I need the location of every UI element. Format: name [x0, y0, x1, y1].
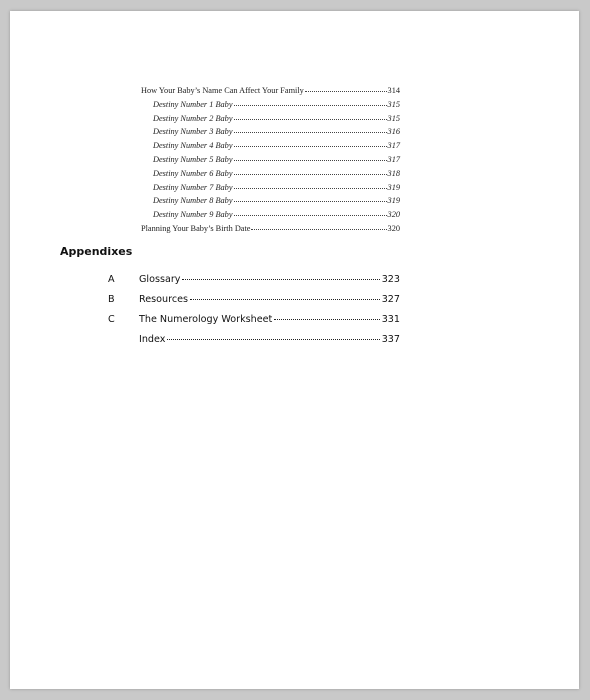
dot-leader — [274, 319, 379, 320]
toc-entry[interactable] — [141, 167, 400, 181]
dot-leader — [234, 105, 387, 106]
toc-entry-title: Destiny Number 6 Baby — [153, 168, 233, 178]
toc-entry-page: 315 — [387, 113, 400, 123]
toc-entry-title: Destiny Number 8 Baby — [153, 196, 233, 206]
appendix-entry[interactable] — [108, 290, 400, 310]
toc-entry[interactable] — [141, 181, 400, 195]
dot-leader — [234, 146, 387, 147]
appendix-letter: C — [108, 314, 115, 325]
appendix-entry[interactable] — [108, 310, 400, 330]
toc-entry-page: 318 — [387, 168, 400, 178]
appendix-page: 331 — [381, 314, 400, 325]
toc-entry-page: 317 — [387, 141, 400, 151]
toc-entry[interactable] — [141, 98, 400, 112]
toc-entry-page: 320 — [387, 210, 400, 220]
dot-leader — [251, 229, 386, 230]
toc-entry-page: 316 — [387, 127, 400, 137]
dot-leader — [190, 299, 380, 300]
appendix-page: 327 — [381, 294, 400, 305]
toc-entry-title: Destiny Number 9 Baby — [153, 210, 233, 220]
dot-leader — [234, 188, 387, 189]
appendix-title: Index — [139, 334, 166, 345]
toc-entry-title: Destiny Number 2 Baby — [153, 113, 233, 123]
toc-entry-page: 314 — [387, 86, 400, 95]
dot-leader — [234, 201, 387, 202]
appendix-letter: A — [108, 274, 115, 285]
toc-entry-title: Destiny Number 5 Baby — [153, 154, 233, 164]
dot-leader — [234, 160, 387, 161]
toc-entry[interactable] — [141, 194, 400, 208]
dot-leader — [234, 132, 387, 133]
document-page — [10, 11, 579, 689]
appendix-title: Resources — [139, 294, 188, 305]
toc-entry-title: Destiny Number 1 Baby — [153, 99, 233, 109]
appendix-title: The Numerology Worksheet — [139, 314, 273, 325]
appendix-entry[interactable] — [108, 330, 400, 350]
appendixes-list — [108, 270, 400, 350]
toc-entry-page: 317 — [387, 154, 400, 164]
appendix-letter: B — [108, 294, 115, 305]
toc-entry[interactable] — [141, 208, 400, 222]
toc-entry[interactable] — [141, 153, 400, 167]
toc-entry-title: How Your Baby’s Name Can Affect Your Family — [141, 86, 304, 95]
dot-leader — [167, 339, 379, 340]
toc-entry-title: Planning Your Baby’s Birth Date — [141, 223, 251, 233]
appendix-title: Glossary — [139, 274, 181, 285]
toc-entry-page: 319 — [387, 182, 400, 192]
dot-leader — [234, 215, 387, 216]
toc-entry-title: Destiny Number 3 Baby — [153, 127, 233, 137]
toc-entry[interactable] — [141, 222, 400, 236]
dot-leader — [234, 174, 387, 175]
toc-entry[interactable] — [141, 84, 400, 98]
toc-entry[interactable] — [141, 125, 400, 139]
toc-entry-page: 319 — [387, 196, 400, 206]
toc-entry[interactable] — [141, 112, 400, 126]
dot-leader — [182, 279, 379, 280]
toc-subsection-list — [141, 84, 400, 236]
appendixes-heading: Appendixes — [60, 245, 133, 258]
toc-entry-title: Destiny Number 4 Baby — [153, 141, 233, 151]
toc-entry[interactable] — [141, 139, 400, 153]
dot-leader — [234, 119, 387, 120]
toc-entry-page: 320 — [387, 223, 400, 233]
appendix-page: 323 — [381, 274, 400, 285]
toc-entry-title: Destiny Number 7 Baby — [153, 182, 233, 192]
appendix-page: 337 — [381, 334, 400, 345]
appendix-entry[interactable] — [108, 270, 400, 290]
toc-entry-page: 315 — [387, 99, 400, 109]
dot-leader — [305, 91, 387, 92]
